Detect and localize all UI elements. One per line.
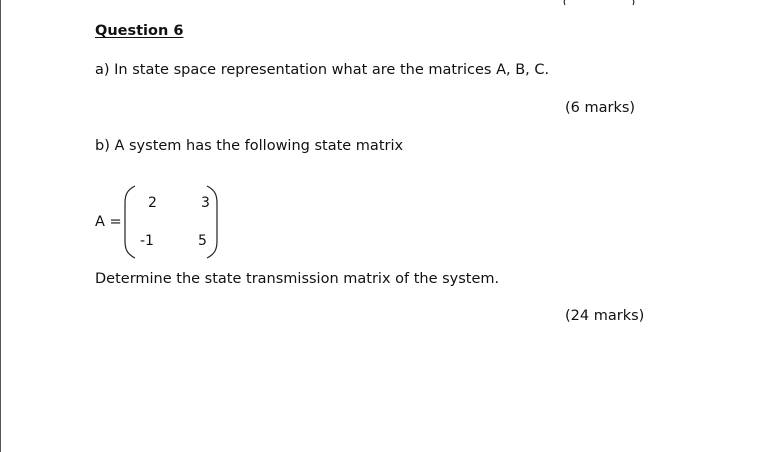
matrix-label: A =	[95, 214, 122, 230]
matrix-cell-r2c2: 5	[198, 233, 207, 249]
question-title: Question 6	[95, 23, 184, 39]
part-a-marks: (6 marks)	[565, 100, 636, 116]
part-b-text: b) A system has the following state matrix	[95, 138, 404, 154]
part-a-text: a) In state space representation what are the matrices A, B, C.	[95, 62, 550, 78]
page-left-border	[0, 0, 1, 452]
part-b-marks: (24 marks)	[565, 308, 645, 324]
matrix-cell-r2c1: -1	[140, 233, 154, 249]
matrix-cell-r1c2: 3	[201, 195, 210, 211]
part-b-instruction: Determine the state transmission matrix of the system.	[95, 271, 500, 287]
cropped-marks-fragment	[560, 0, 638, 6]
state-matrix	[121, 183, 221, 261]
matrix-cell-r1c1: 2	[148, 195, 157, 211]
